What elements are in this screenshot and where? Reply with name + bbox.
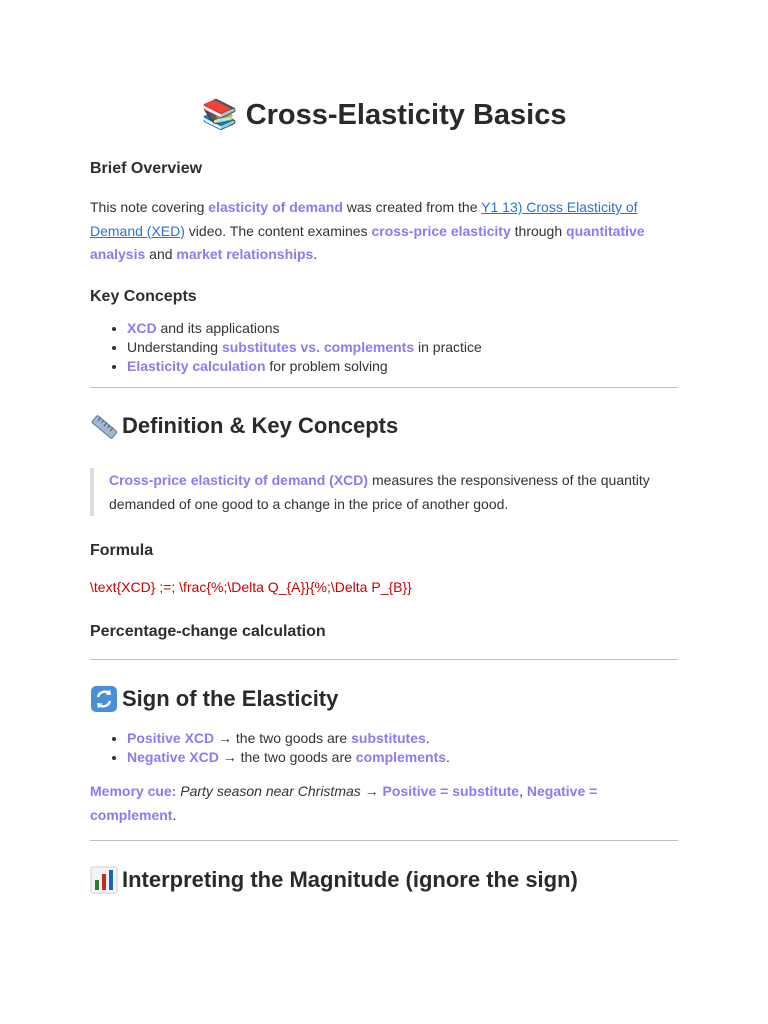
overview-text: was created from the [342,199,482,215]
highlight-market-relationships: market relationships [176,246,314,262]
overview-paragraph [90,196,678,267]
key-concepts-heading: Key Concepts [90,288,197,305]
item-highlight: Negative XCD [127,749,219,765]
ruler-icon [90,412,118,440]
sign-heading-text: Sign of the Elasticity [122,686,339,711]
sign-heading [90,685,338,713]
item-highlight: Elasticity calculation [127,358,266,374]
list-item [127,338,482,357]
definition-blockquote [90,468,678,516]
formula-text: \text{XCD} ;=; \frac{%;\Delta Q_{A}}{%;\Delta P_{B}} [90,579,412,595]
divider [90,387,678,388]
item-text: . [446,749,450,765]
memory-cue-end: . [172,806,177,823]
overview-text: through [510,222,567,239]
key-concepts-list [90,319,482,376]
highlight-quantitative-analysis: quantitative analysis [90,222,645,262]
page-title-text: Cross-Elasticity Basics [245,99,567,131]
overview-text: This note covering [90,199,209,215]
quote-highlight: Cross-price elasticity of demand (XCD) [109,472,369,488]
books-icon: 📚 [201,97,238,131]
list-item [127,357,482,376]
item-text: for problem solving [265,358,388,374]
formula-heading: Formula [90,542,154,559]
overview-text: . [313,246,318,262]
item-highlight: substitutes vs. complements [221,339,415,355]
overview-text: and [145,246,177,262]
memory-cue-paragraph [90,780,678,827]
item-highlight: Positive XCD [127,730,215,746]
item-highlight: substitutes [351,730,426,746]
quote-text: measures the responsiveness of the quantity demanded of one good to a change in the price of another good. [109,472,650,512]
item-text: . [425,730,430,746]
magnitude-heading [90,866,578,894]
memory-cue-label: Memory cue: [90,783,177,799]
item-highlight: XCD [127,320,157,336]
divider [90,659,678,660]
list-item [127,748,450,767]
overview-text: video. The content examines [184,222,372,239]
definition-heading [90,412,398,440]
overview-heading: Brief Overview [90,160,203,177]
item-text: → the two goods are [214,730,352,746]
divider [90,840,678,841]
bar-chart-icon [90,866,118,894]
memory-cue-positive: Positive = substitute [382,783,520,799]
percentage-change-heading: Percentage-change calculation [90,623,326,640]
highlight-elasticity-of-demand: elasticity of demand [208,199,343,215]
list-item [127,729,450,748]
highlight-cross-price-elasticity: cross-price elasticity [371,222,511,239]
magnitude-heading-text: Interpreting the Magnitude (ignore the sign) [122,867,578,892]
list-item [127,319,482,338]
item-text: Understanding [127,339,222,355]
page-title [0,92,768,137]
sign-list [90,729,450,767]
definition-heading-text: Definition & Key Concepts [122,413,399,438]
memory-cue-example: Party season near Christmas [176,783,361,799]
cycle-arrows-icon [90,685,118,713]
item-text: in practice [414,339,482,355]
memory-cue-arrow: → [360,783,383,799]
video-link[interactable]: Y1 13) Cross Elasticity of Demand (XED) [90,199,638,239]
memory-cue-separator: , [519,783,527,799]
memory-cue-negative: Negative = complement [90,783,598,823]
item-text: and its applications [156,320,280,336]
item-text: → the two goods are [218,749,356,765]
item-highlight: complements [355,749,447,765]
